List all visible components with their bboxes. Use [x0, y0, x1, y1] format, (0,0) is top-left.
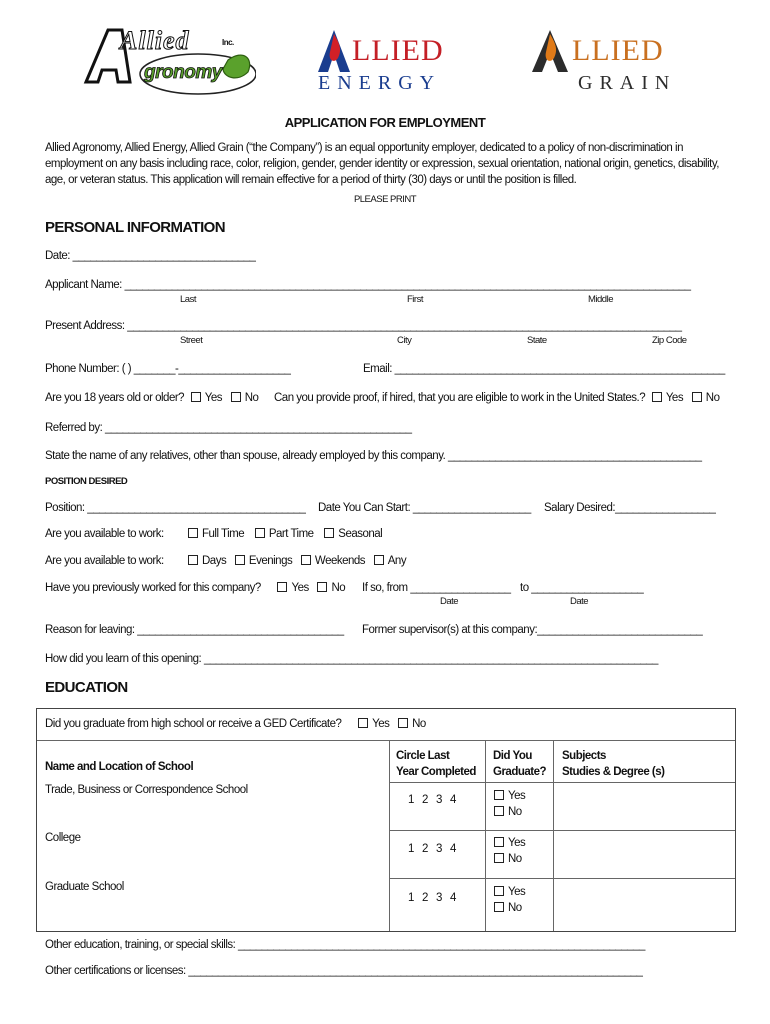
part-time-checkbox[interactable]: [255, 528, 265, 538]
any-label: Any: [387, 555, 407, 567]
trade-yes-option[interactable]: [494, 788, 525, 804]
school-trade-name: Trade, Business or Correspondence School: [45, 784, 248, 796]
application-title: APPLICATION FOR EMPLOYMENT: [284, 115, 486, 130]
weekends-label: Weekends: [314, 555, 366, 567]
weekends-option[interactable]: [301, 555, 365, 567]
college-year-circle[interactable]: 1 2 3 4: [408, 843, 456, 855]
evenings-checkbox[interactable]: [235, 555, 245, 565]
name-sub-last: Last: [180, 294, 196, 305]
graduate-yes-label: Yes: [508, 886, 526, 898]
availability-options: [188, 528, 382, 540]
ged-yes-option[interactable]: [358, 718, 389, 730]
please-print-note: PLEASE PRINT: [353, 194, 417, 205]
college-yes-checkbox[interactable]: [494, 837, 504, 847]
other-training-field[interactable]: Other education, training, or special skills: _____________________________________________________________________: [45, 939, 645, 951]
age-yes-label: Yes: [204, 392, 223, 404]
phone-number-field[interactable]: Phone Number: ( ) _______-___________________: [45, 363, 291, 375]
weekends-checkbox[interactable]: [301, 555, 311, 565]
ged-question: [45, 718, 426, 730]
days-options: [188, 555, 406, 567]
age-yes-checkbox[interactable]: [191, 392, 201, 402]
eligibility-question: [274, 392, 719, 404]
ged-yes-checkbox[interactable]: [358, 718, 368, 728]
age-yes-option[interactable]: [191, 392, 222, 404]
graduate-graduate-options: [494, 884, 525, 916]
address-sub-city: City: [397, 335, 412, 346]
previous-work-no-label: No: [331, 582, 346, 594]
trade-yes-label: Yes: [508, 790, 526, 802]
col-subjects-line2: Studies & Degree (s): [562, 766, 665, 778]
days-option[interactable]: [188, 555, 226, 567]
name-sub-middle: Middle: [588, 294, 613, 305]
col-circle-line2: Year Completed: [396, 766, 476, 778]
col-circle-header: [396, 748, 476, 780]
any-option[interactable]: [374, 555, 406, 567]
graduate-year-circle[interactable]: 1 2 3 4: [408, 892, 456, 904]
col-circle-line1: Circle Last: [396, 750, 450, 762]
col-subjects-header: [562, 748, 664, 780]
age-no-label: No: [244, 392, 259, 404]
graduate-no-checkbox[interactable]: [494, 902, 504, 912]
logo-allied-grain: [522, 28, 692, 98]
col-graduate-line1: Did You: [493, 750, 532, 762]
previous-work-to-field[interactable]: to ___________________: [520, 582, 644, 594]
position-desired-heading: POSITION DESIRED: [45, 476, 128, 487]
availability-days-label: Are you available to work:: [45, 555, 164, 567]
days-label: Days: [202, 555, 227, 567]
eligibility-yes-option[interactable]: [652, 392, 683, 404]
previous-work-no-checkbox[interactable]: [317, 582, 327, 592]
evenings-option[interactable]: [235, 555, 292, 567]
part-time-option[interactable]: [255, 528, 314, 540]
agronomy-logo-top: Allied: [120, 26, 190, 55]
trade-no-checkbox[interactable]: [494, 806, 504, 816]
age-question-label: Are you 18 years old or older?: [45, 392, 185, 404]
graduate-yes-option[interactable]: [494, 884, 525, 900]
grain-logo-top: LLIED: [572, 34, 664, 67]
eligibility-yes-checkbox[interactable]: [652, 392, 662, 402]
energy-logo-bottom: ENERGY: [318, 72, 442, 94]
trade-yes-checkbox[interactable]: [494, 790, 504, 800]
part-time-label: Part Time: [268, 528, 314, 540]
start-date-field[interactable]: Date You Can Start: ____________________: [318, 502, 531, 514]
agronomy-logo-bottom: gronomy: [144, 62, 222, 83]
college-no-label: No: [508, 853, 522, 865]
salary-desired-field[interactable]: Salary Desired:_________________: [544, 502, 716, 514]
logo-allied-energy: [312, 28, 462, 98]
previous-work-question: [45, 582, 345, 594]
school-college-name: College: [45, 832, 81, 844]
col-subjects-line1: Subjects: [562, 750, 606, 762]
eligibility-yes-label: Yes: [665, 392, 684, 404]
college-no-checkbox[interactable]: [494, 853, 504, 863]
ged-no-option[interactable]: [398, 718, 426, 730]
trade-year-circle[interactable]: 1 2 3 4: [408, 794, 456, 806]
ged-no-checkbox[interactable]: [398, 718, 408, 728]
position-field[interactable]: Position: _____________________________________: [45, 502, 306, 514]
present-address-field[interactable]: Present Address: ______________________________________________________________________________________________: [45, 320, 682, 332]
from-date-sub: Date: [440, 596, 459, 607]
age-no-checkbox[interactable]: [231, 392, 241, 402]
name-sub-first: First: [407, 294, 423, 305]
school-graduate-name: Graduate School: [45, 881, 124, 893]
col-graduate-header: [493, 748, 546, 780]
availability-label: Are you available to work:: [45, 528, 164, 540]
any-checkbox[interactable]: [374, 555, 384, 565]
eligibility-question-label: Can you provide proof, if hired, that you are eligible to work in the United States.?: [274, 392, 646, 404]
trade-no-option[interactable]: [494, 804, 525, 820]
ged-yes-label: Yes: [372, 718, 390, 730]
trade-no-label: No: [508, 806, 522, 818]
learned-of-opening-field[interactable]: How did you learn of this opening: _____________________________________________________________________________: [45, 653, 658, 665]
previous-work-no-option[interactable]: [317, 582, 345, 594]
seasonal-label: Seasonal: [338, 528, 383, 540]
trade-graduate-options: [494, 788, 525, 820]
referred-by-field[interactable]: Referred by: ____________________________________________________: [45, 422, 412, 434]
education-heading: EDUCATION: [45, 679, 128, 696]
energy-logo-top: LLIED: [352, 34, 444, 67]
personal-information-heading: PERSONAL INFORMATION: [45, 219, 225, 236]
logo-allied-agronomy: [78, 24, 256, 98]
graduate-no-option[interactable]: [494, 900, 525, 916]
applicant-name-field[interactable]: Applicant Name: ________________________________________________________________________________________________: [45, 279, 691, 291]
relatives-field[interactable]: State the name of any relatives, other than spouse, already employed by this company. ___________________________________________: [45, 450, 702, 462]
previous-work-label: Have you previously worked for this company?: [45, 582, 261, 594]
eligibility-no-option[interactable]: [692, 392, 720, 404]
full-time-checkbox[interactable]: [188, 528, 198, 538]
graduate-no-label: No: [508, 902, 522, 914]
college-yes-label: Yes: [508, 837, 526, 849]
previous-work-yes-checkbox[interactable]: [277, 582, 287, 592]
education-table: [36, 708, 736, 932]
college-graduate-options: [494, 835, 525, 867]
grain-logo-bottom: GRAIN: [578, 72, 677, 94]
days-checkbox[interactable]: [188, 555, 198, 565]
eligibility-no-label: No: [705, 392, 720, 404]
address-sub-zip: Zip Code: [652, 335, 687, 346]
eeo-statement: Allied Agronomy, Allied Energy, Allied Grain (“the Company”) is an equal opportunity employer, dedicated to a policy of non-discrimination in employment on any basis including race, color, religion, gender, gender identity or expression, sexual orientation, national origin, genetics, disability, age, or veteran status. This application will remain effective for a period of thirty (30) days or until the position is filled.: [45, 142, 719, 186]
email-field[interactable]: Email: ________________________________________________________: [363, 363, 725, 375]
date-field[interactable]: Date: _______________________________: [45, 250, 256, 262]
col-school-header: Name and Location of School: [45, 761, 194, 773]
ged-question-label: Did you graduate from high school or receive a GED Certificate?: [45, 718, 342, 730]
previous-work-yes-option[interactable]: [277, 582, 308, 594]
col-graduate-line2: Graduate?: [493, 766, 547, 778]
reason-for-leaving-field[interactable]: Reason for leaving: ___________________________________: [45, 624, 344, 636]
previous-work-from-field[interactable]: If so, from _________________: [362, 582, 511, 594]
eligibility-no-checkbox[interactable]: [692, 392, 702, 402]
to-date-sub: Date: [570, 596, 589, 607]
college-yes-option[interactable]: [494, 835, 525, 851]
other-certifications-field[interactable]: Other certifications or licenses: _____________________________________________________________________________: [45, 965, 643, 977]
agronomy-logo-inc: Inc.: [222, 38, 234, 47]
graduate-yes-checkbox[interactable]: [494, 886, 504, 896]
full-time-label: Full Time: [202, 528, 245, 540]
age-question: [45, 392, 258, 404]
seasonal-checkbox[interactable]: [324, 528, 334, 538]
former-supervisor-field[interactable]: Former supervisor(s) at this company:____________________________: [362, 624, 703, 636]
ged-no-label: No: [412, 718, 426, 730]
address-sub-state: State: [527, 335, 547, 346]
full-time-option[interactable]: [188, 528, 244, 540]
seasonal-option[interactable]: [324, 528, 382, 540]
college-no-option[interactable]: [494, 851, 525, 867]
evenings-label: Evenings: [248, 555, 293, 567]
previous-work-yes-label: Yes: [291, 582, 309, 594]
age-no-option[interactable]: [231, 392, 259, 404]
address-sub-street: Street: [180, 335, 203, 346]
